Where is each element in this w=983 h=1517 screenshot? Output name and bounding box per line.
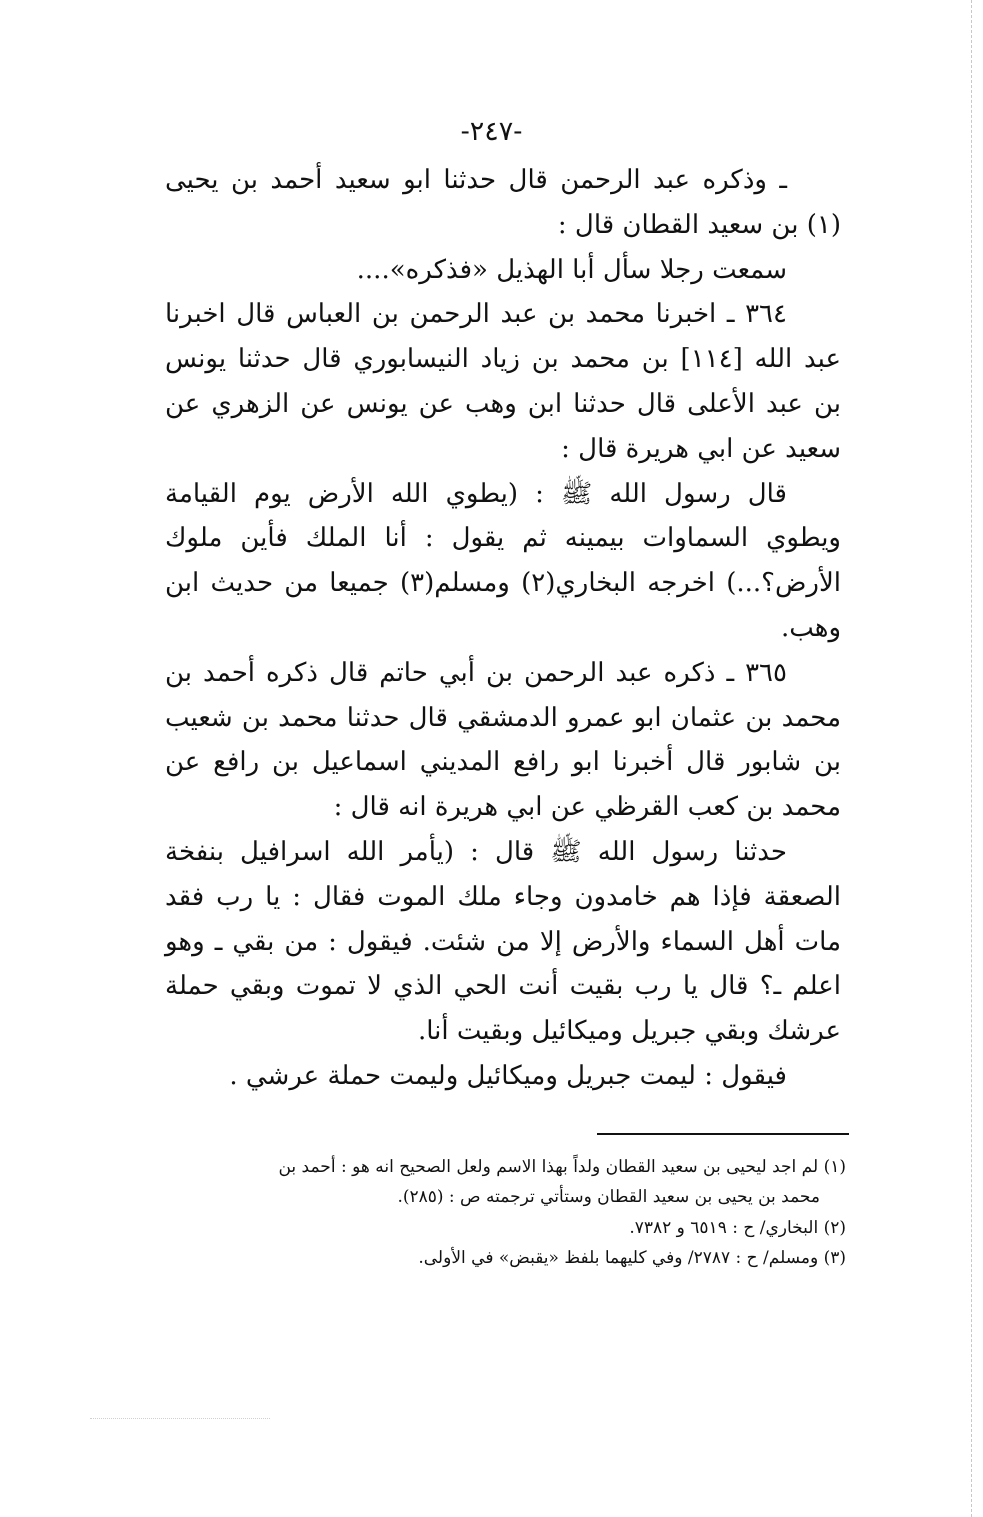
footnote-1-continuation: محمد بن يحيى بن سعيد القطان وستأتي ترجمته ص : (٢٨٥). <box>397 1187 820 1208</box>
footnotes <box>178 1152 846 1274</box>
scan-edge-line <box>971 0 972 1517</box>
paragraph-hadith-365: ٣٦٥ ـ ذكره عبد الرحمن بن أبي حاتم قال ذكره أحمد بن محمد بن عثمان ابو عمرو الدمشقي قال حدثنا محمد بن شعيب بن شابور قال أخبرنا ابو رافع المديني اسماعيل بن رافع عن محمد بن كعب القرظي عن ابي هريرة انه قال : <box>165 657 841 823</box>
paragraph-6: حدثنا رسول الله ﷺ قال : (يأمر الله اسرافيل بنفخة الصعقة فإذا هم خامدون وجاء ملك الموت فقال : يا رب فقد مات أهل السماء والأرض إلا من شئت. فيقول : من بقي ـ وهو اعلم ـ؟ قال يا رب بقيت أنت الحي الذي لا تموت وبقي حملة عرشك وبقي جبريل وميكائيل وبقيت أنا. <box>165 836 841 1047</box>
paragraph-1: ـ وذكره عبد الرحمن قال حدثنا ابو سعيد أحمد بن يحيى (١) بن سعيد القطان قال : <box>165 165 841 240</box>
footnote-separator <box>597 1133 849 1135</box>
footnote-3: (٣) ومسلم/ ح : ٢٧٨٧/ وفي كليهما بلفظ «يقبض» في الأولى. <box>418 1248 846 1269</box>
scan-speckle <box>90 1418 270 1419</box>
paragraph-hadith-364: ٣٦٤ ـ اخبرنا محمد بن عبد الرحمن بن العباس قال اخبرنا عبد الله [١١٤] بن محمد بن زياد النيسابوري قال حدثنا يونس بن عبد الأعلى قال حدثنا ابن وهب عن يونس عن الزهري عن سعيد عن ابي هريرة قال : <box>165 299 842 464</box>
main-text <box>165 158 841 1099</box>
paragraph-4: قال رسول الله ﷺ : (يطوي الله الأرض يوم القيامة ويطوي السماوات بيمينه ثم يقول : أنا الملك فأين ملوك الأرض؟...) اخرجه البخاري(٢) ومسلم(٣) جميعا من حديث ابن وهب. <box>165 478 842 643</box>
paragraph-7: فيقول : ليمت جبريل وميكائيل وليمت حملة عرشي . <box>229 1060 787 1091</box>
footnote-1: (١) لم اجد ليحيى بن سعيد القطان ولداً بهذا الاسم ولعل الصحيح انه هو : أحمد بن <box>278 1157 846 1177</box>
page-number: -٢٤٧- <box>460 116 523 147</box>
paragraph-2: سمعت رجلا سأل أبا الهذيل «فذكره».... <box>356 254 787 285</box>
footnote-2: (٢) البخاري/ ح : ٦٥١٩ و ٧٣٨٢. <box>629 1217 846 1238</box>
